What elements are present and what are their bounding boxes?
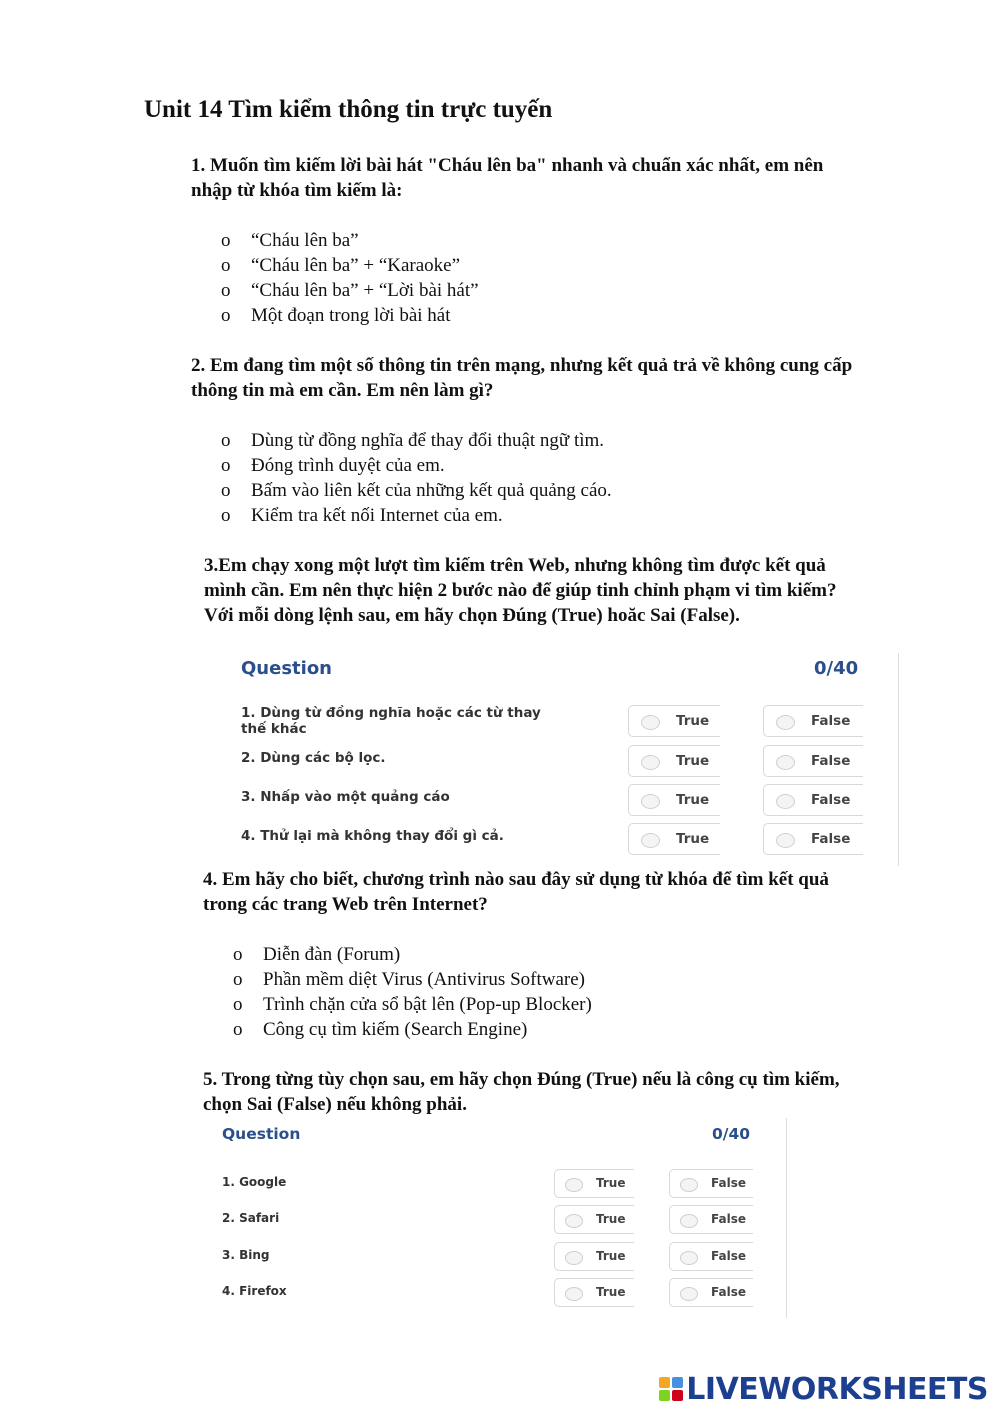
question-3-line-1: 3.Em chạy xong một lượt tìm kiếm trên Web, nhưng không tìm được kết quả <box>204 555 826 576</box>
option-item[interactable] <box>221 428 612 453</box>
radio-icon[interactable] <box>680 1178 698 1192</box>
false-option[interactable] <box>669 1242 753 1271</box>
option-label: Phần mềm diệt Virus (Antivirus Software) <box>263 969 585 990</box>
row-question <box>241 705 541 737</box>
circle-bullet-icon: o <box>221 430 231 451</box>
option-item[interactable] <box>221 478 612 503</box>
row-question: 2. Safari <box>222 1211 280 1225</box>
circle-bullet-icon: o <box>233 1019 243 1040</box>
row-question: 1. Google <box>222 1175 287 1189</box>
question-2-line-1: 2. Em đang tìm một số thông tin trên mạng, nhưng kết quả trả về không cung cấp <box>191 355 853 376</box>
row-question <box>241 828 504 844</box>
question-1-options <box>221 228 479 328</box>
false-option[interactable] <box>763 705 863 737</box>
false-option[interactable] <box>763 745 863 777</box>
true-label: True <box>596 1285 626 1299</box>
option-item[interactable] <box>221 278 479 303</box>
question-2-options <box>221 428 612 528</box>
option-label: Một đoạn trong lời bài hát <box>251 305 451 326</box>
radio-icon[interactable] <box>680 1214 698 1228</box>
widget-score: 0/40 <box>712 1125 751 1143</box>
true-option[interactable] <box>628 745 720 777</box>
radio-icon[interactable] <box>776 755 795 770</box>
option-label: “Cháu lên ba” + “Karaoke” <box>251 255 461 276</box>
row-question-line-2: thế khác <box>241 721 307 737</box>
false-label: False <box>811 792 851 808</box>
row-question-line-1: 1. Dùng từ đồng nghĩa hoặc các từ thay <box>241 705 541 721</box>
true-label: True <box>676 713 710 729</box>
logo-square <box>659 1390 670 1401</box>
true-option[interactable] <box>554 1205 634 1234</box>
logo-text: LIVEWORKSHEETS <box>686 1372 988 1407</box>
question-4-line-1: 4. Em hãy cho biết, chương trình nào sau đây sử dụng từ khóa để tìm kết quả <box>203 869 829 890</box>
radio-icon[interactable] <box>565 1287 583 1301</box>
false-option[interactable] <box>763 784 863 816</box>
true-option[interactable] <box>628 705 720 737</box>
circle-bullet-icon: o <box>221 305 231 326</box>
option-label: Đóng trình duyệt của em. <box>251 455 445 476</box>
logo-square <box>672 1390 683 1401</box>
radio-icon[interactable] <box>680 1251 698 1265</box>
false-label: False <box>811 831 851 847</box>
false-label: False <box>811 753 851 769</box>
false-label: False <box>811 713 851 729</box>
widget-row <box>212 1203 772 1235</box>
option-label: Diễn đàn (Forum) <box>263 944 401 965</box>
true-label: True <box>596 1249 626 1263</box>
row-question <box>241 789 450 805</box>
option-item[interactable] <box>233 992 592 1017</box>
option-label: Kiểm tra kết nối Internet của em. <box>251 505 503 526</box>
widget-row <box>212 1167 772 1199</box>
false-label: False <box>711 1212 746 1226</box>
question-1-line-1: 1. Muốn tìm kiếm lời bài hát "Cháu lên ba" nhanh và chuẩn xác nhất, em nên <box>191 155 824 176</box>
option-item[interactable] <box>233 1017 592 1042</box>
row-question: 4. Firefox <box>222 1284 287 1298</box>
page-title: Unit 14 Tìm kiểm thông tin trực tuyến <box>144 96 553 123</box>
circle-bullet-icon: o <box>221 455 231 476</box>
option-label: Công cụ tìm kiếm (Search Engine) <box>263 1019 528 1040</box>
radio-icon[interactable] <box>565 1178 583 1192</box>
option-item[interactable] <box>221 303 479 328</box>
radio-icon[interactable] <box>641 715 660 730</box>
logo-mark-icon <box>659 1377 683 1401</box>
question-2-text <box>191 353 852 403</box>
question-3-line-3: Với mỗi dòng lệnh sau, em hãy chọn Đúng (True) hoăc Sai (False). <box>204 605 740 626</box>
option-item[interactable] <box>233 967 592 992</box>
widget-divider <box>898 653 899 866</box>
circle-bullet-icon: o <box>221 505 231 526</box>
question-1-line-2: nhập từ khóa tìm kiếm là: <box>191 180 403 201</box>
false-label: False <box>711 1249 746 1263</box>
true-option[interactable] <box>554 1169 634 1198</box>
true-option[interactable] <box>554 1278 634 1307</box>
radio-icon[interactable] <box>641 755 660 770</box>
radio-icon[interactable] <box>776 794 795 809</box>
option-item[interactable] <box>221 253 479 278</box>
logo-square <box>672 1377 683 1388</box>
circle-bullet-icon: o <box>221 480 231 501</box>
question-3-text <box>204 553 836 628</box>
widget-row <box>230 782 870 818</box>
row-question-line-1: 2. Dùng các bộ lọc. <box>241 750 386 766</box>
radio-icon[interactable] <box>641 794 660 809</box>
false-label: False <box>711 1176 746 1190</box>
row-question-line-1: 4. Thử lại mà không thay đổi gì cả. <box>241 828 504 844</box>
true-false-widget-1 <box>230 648 902 866</box>
circle-bullet-icon: o <box>233 994 243 1015</box>
circle-bullet-icon: o <box>233 944 243 965</box>
true-label: True <box>596 1212 626 1226</box>
true-label: True <box>676 831 710 847</box>
true-label: True <box>676 792 710 808</box>
radio-icon[interactable] <box>641 833 660 848</box>
logo-square <box>659 1377 670 1388</box>
true-option[interactable] <box>554 1242 634 1271</box>
option-label: “Cháu lên ba” + “Lời bài hát” <box>251 280 479 301</box>
circle-bullet-icon: o <box>221 230 231 251</box>
option-item[interactable] <box>221 228 479 253</box>
option-label: “Cháu lên ba” <box>251 230 359 251</box>
option-item[interactable] <box>233 942 592 967</box>
false-label: False <box>711 1285 746 1299</box>
false-option[interactable] <box>669 1278 753 1307</box>
question-5-text <box>203 1067 840 1117</box>
circle-bullet-icon: o <box>221 255 231 276</box>
circle-bullet-icon: o <box>233 969 243 990</box>
false-option[interactable] <box>669 1205 753 1234</box>
question-4-line-2: trong các trang Web trên Internet? <box>203 894 488 915</box>
question-3-line-2: mình cần. Em nên thực hiện 2 bước nào để giúp tinh chỉnh phạm vi tìm kiếm? <box>204 580 837 601</box>
question-5-line-1: 5. Trong từng tùy chọn sau, em hãy chọn Đúng (True) nếu là công cụ tìm kiếm, <box>203 1069 840 1090</box>
widget-row <box>230 703 870 739</box>
radio-icon[interactable] <box>776 833 795 848</box>
question-4-text <box>203 867 829 917</box>
question-4-options <box>233 942 592 1042</box>
liveworksheets-logo <box>659 1372 988 1407</box>
radio-icon[interactable] <box>565 1214 583 1228</box>
widget-row <box>212 1240 772 1272</box>
widget-divider <box>786 1118 787 1318</box>
widget-header: Question <box>241 658 332 679</box>
row-question-line-1: 3. Nhấp vào một quảng cáo <box>241 789 450 805</box>
row-question <box>241 750 386 766</box>
option-item[interactable] <box>221 503 612 528</box>
question-2-line-2: thông tin mà em cần. Em nên làm gì? <box>191 380 494 401</box>
radio-icon[interactable] <box>565 1251 583 1265</box>
true-label: True <box>676 753 710 769</box>
false-option[interactable] <box>763 823 863 855</box>
widget-row <box>212 1276 772 1308</box>
question-1-text <box>191 153 823 203</box>
row-question: 3. Bing <box>222 1248 270 1262</box>
true-option[interactable] <box>628 823 720 855</box>
radio-icon[interactable] <box>776 715 795 730</box>
widget-row <box>230 743 870 779</box>
option-item[interactable] <box>221 453 612 478</box>
option-label: Bấm vào liên kết của những kết quả quảng cáo. <box>251 480 612 501</box>
radio-icon[interactable] <box>680 1287 698 1301</box>
widget-row <box>230 821 870 857</box>
true-false-widget-2 <box>212 1116 792 1318</box>
false-option[interactable] <box>669 1169 753 1198</box>
option-label: Trình chặn cửa sổ bật lên (Pop-up Blocker) <box>263 994 592 1015</box>
question-5-line-2: chọn Sai (False) nếu không phải. <box>203 1094 467 1115</box>
circle-bullet-icon: o <box>221 280 231 301</box>
true-option[interactable] <box>628 784 720 816</box>
true-label: True <box>596 1176 626 1190</box>
widget-score: 0/40 <box>814 658 859 679</box>
option-label: Dùng từ đồng nghĩa để thay đổi thuật ngữ tìm. <box>251 430 605 451</box>
widget-header: Question <box>222 1125 301 1143</box>
